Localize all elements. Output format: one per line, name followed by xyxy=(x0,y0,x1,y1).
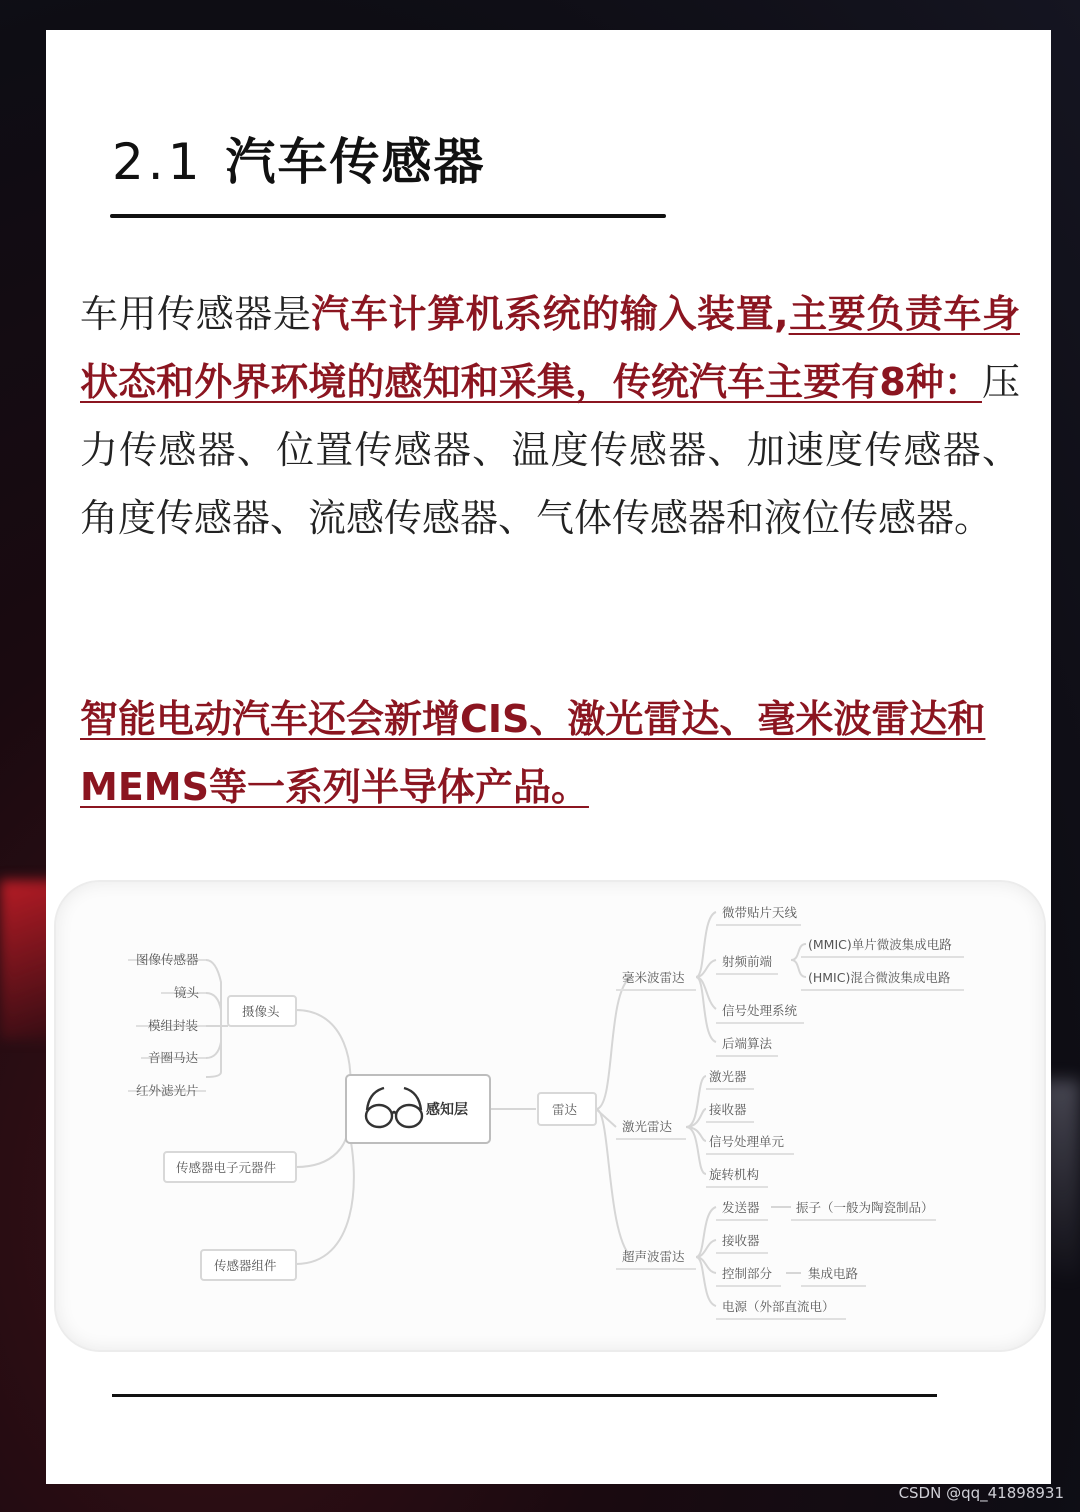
mm-module-packaging: 模组封装 xyxy=(148,1018,199,1033)
mm-microstrip: 微带贴片天线 xyxy=(722,905,798,920)
mm-rotation: 旋转机构 xyxy=(709,1167,760,1182)
section-title: 汽车传感器 xyxy=(225,133,486,191)
mm-image-sensor: 图像传感器 xyxy=(136,952,199,967)
mm-voice-coil-motor: 音圈马达 xyxy=(148,1050,199,1065)
mm-root-label: 感知层 xyxy=(426,1102,468,1118)
mm-laser: 激光器 xyxy=(709,1069,747,1084)
mm-signal-system: 信号处理系统 xyxy=(722,1003,798,1018)
mm-lidar-label: 激光雷达 xyxy=(622,1119,673,1134)
intro-text-start: 车用传感器是 xyxy=(80,292,312,336)
csdn-watermark: CSDN @qq_41898931 xyxy=(898,1484,1064,1502)
mm-us-receiver: 接收器 xyxy=(722,1233,760,1248)
page-title xyxy=(112,122,486,194)
mm-rf-frontend: 射频前端 xyxy=(722,954,773,969)
mm-backend-algo: 后端算法 xyxy=(722,1036,773,1051)
bottom-divider xyxy=(112,1394,937,1397)
mm-lens: 镜头 xyxy=(174,985,200,1000)
mm-oscillator: 振子（一般为陶瓷制品） xyxy=(796,1200,934,1215)
content-card xyxy=(46,30,1051,1484)
smart-ev-paragraph: 智能电动汽车还会新增CIS、激光雷达、毫米波雷达和MEMS等一系列半导体产品。 xyxy=(80,697,986,809)
intro-paragraph xyxy=(80,280,1020,552)
mm-ir-filter: 红外滤光片 xyxy=(136,1083,199,1098)
mm-transmitter: 发送器 xyxy=(722,1200,760,1215)
mm-power: 电源（外部直流电） xyxy=(722,1299,835,1314)
mm-lidar-receiver: 接收器 xyxy=(709,1102,747,1117)
mm-control-part: 控制部分 xyxy=(722,1266,773,1281)
intro-highlight: 汽车计算机系统的输入装置, xyxy=(311,292,789,336)
mm-ic: 集成电路 xyxy=(808,1266,859,1281)
mm-electronics-label: 传感器电子元器件 xyxy=(176,1160,277,1175)
intro-sensor-list: 压力传感器、位置传感器、温度传感器、加速度传感器、角度传感器、流感传感器、气体传感器和液位传感器。 xyxy=(80,360,1020,540)
mm-mmwave-label: 毫米波雷达 xyxy=(622,970,685,985)
perception-layer-mindmap xyxy=(54,880,1046,1352)
mm-camera-label: 摄像头 xyxy=(242,1004,280,1019)
section-number: 2.1 xyxy=(112,133,204,191)
mm-hmic: (HMIC)混合微波集成电路 xyxy=(808,970,951,985)
mindmap-svg xyxy=(56,882,1044,1350)
mm-ultrasonic-label: 超声波雷达 xyxy=(622,1249,685,1264)
mm-mmic: (MMIC)单片微波集成电路 xyxy=(808,937,952,952)
intro-highlight-underlined: 主要负责车身状态和外界环境的感知和采集，传统汽车主要有8种： xyxy=(80,292,1020,404)
title-underline xyxy=(110,214,666,218)
mm-assembly-label: 传感器组件 xyxy=(214,1258,277,1273)
mm-signal-unit: 信号处理单元 xyxy=(709,1134,785,1149)
mm-radar-label: 雷达 xyxy=(552,1102,578,1117)
